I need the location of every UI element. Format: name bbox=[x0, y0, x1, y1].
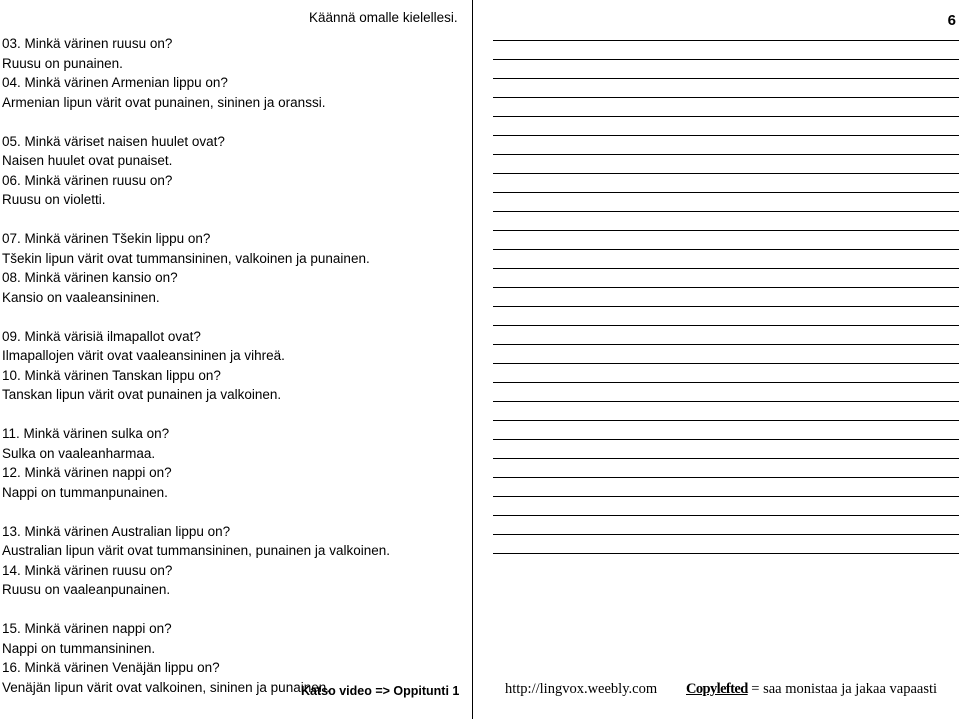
writing-line[interactable] bbox=[493, 553, 959, 554]
answer-line-text: Venäjän lipun värit ovat valkoinen, sininen ja punainen. bbox=[2, 679, 330, 695]
instruction-text: Käännä omalle kielellesi. bbox=[309, 10, 458, 25]
writing-line[interactable] bbox=[493, 211, 959, 212]
writing-line[interactable] bbox=[493, 458, 959, 459]
column-divider bbox=[472, 0, 473, 719]
writing-line-group bbox=[493, 268, 959, 326]
writing-line-group bbox=[493, 496, 959, 554]
question-line: 10. Minkä värinen Tanskan lippu on? bbox=[2, 367, 221, 383]
writing-line-group bbox=[493, 344, 959, 402]
writing-line[interactable] bbox=[493, 420, 959, 421]
writing-line[interactable] bbox=[493, 230, 959, 231]
answer-line-text: Nappi on tummanpunainen. bbox=[2, 484, 168, 500]
answer-line-text: Armenian lipun värit ovat punainen, sininen ja oranssi. bbox=[2, 94, 326, 110]
exercise-text-column bbox=[2, 34, 467, 717]
writing-line[interactable] bbox=[493, 268, 959, 269]
writing-line-group bbox=[493, 420, 959, 478]
question-line: 05. Minkä väriset naisen huulet ovat? bbox=[2, 133, 225, 149]
question-line: 14. Minkä värinen ruusu on? bbox=[2, 562, 173, 578]
copyleft-brand: Copylefted bbox=[686, 681, 748, 697]
license-note bbox=[686, 681, 937, 698]
license-text: = saa monistaa ja jakaa vapaasti bbox=[747, 681, 938, 697]
writing-line[interactable] bbox=[493, 116, 959, 117]
question-line: 13. Minkä värinen Australian lippu on? bbox=[2, 523, 231, 539]
exercise-group bbox=[2, 229, 467, 307]
writing-line[interactable] bbox=[493, 382, 959, 383]
writing-line[interactable] bbox=[493, 363, 959, 364]
answer-line-text: Tšekin lipun värit ovat tummansininen, valkoinen ja punainen. bbox=[2, 250, 370, 266]
writing-line[interactable] bbox=[493, 439, 959, 440]
question-line: 12. Minkä värinen nappi on? bbox=[2, 465, 172, 480]
question-line: 16. Minkä värinen Venäjän lippu on? bbox=[2, 660, 220, 675]
writing-line[interactable] bbox=[493, 135, 959, 136]
answer-line-text: Tanskan lipun värit ovat punainen ja valkoinen. bbox=[2, 387, 282, 402]
answer-line-text: Ruusu on vaaleanpunainen. bbox=[2, 582, 171, 597]
question-line: 04. Minkä värinen Armenian lippu on? bbox=[2, 75, 228, 90]
answer-line-text: Ilmapallojen värit ovat vaaleansininen ja vihreä. bbox=[2, 348, 285, 363]
answer-line-text: Naisen huulet ovat punaiset. bbox=[2, 153, 173, 168]
writing-line[interactable] bbox=[493, 325, 959, 326]
question-line: 08. Minkä värinen kansio on? bbox=[2, 270, 178, 285]
video-link[interactable]: Katso video => Oppitunti 1 bbox=[301, 684, 460, 698]
exercise-group bbox=[2, 132, 467, 210]
writing-line[interactable] bbox=[493, 97, 959, 98]
writing-line[interactable] bbox=[493, 192, 959, 193]
question-line: 11. Minkä värinen sulka on? bbox=[2, 426, 170, 441]
writing-line[interactable] bbox=[493, 78, 959, 79]
answer-line-text: Ruusu on punainen. bbox=[2, 55, 123, 71]
website-url[interactable]: http://lingvox.weebly.com bbox=[505, 681, 658, 697]
writing-line-group bbox=[493, 116, 959, 174]
writing-line[interactable] bbox=[493, 249, 959, 250]
writing-line[interactable] bbox=[493, 534, 959, 535]
writing-line[interactable] bbox=[493, 344, 959, 345]
writing-line[interactable] bbox=[493, 154, 959, 155]
exercise-group bbox=[2, 34, 467, 112]
question-line: 06. Minkä värinen ruusu on? bbox=[2, 172, 173, 188]
writing-line[interactable] bbox=[493, 496, 959, 497]
answer-line-text: Kansio on vaaleansininen. bbox=[2, 289, 160, 305]
writing-line[interactable] bbox=[493, 173, 959, 174]
page-number: 6 bbox=[947, 12, 956, 29]
answer-line-text: Nappi on tummansininen. bbox=[2, 640, 156, 656]
answer-line-text: Sulka on vaaleanharmaa. bbox=[2, 445, 156, 461]
answer-line-text: Ruusu on violetti. bbox=[2, 192, 106, 207]
writing-line[interactable] bbox=[493, 401, 959, 402]
writing-line[interactable] bbox=[493, 515, 959, 516]
writing-line[interactable] bbox=[493, 306, 959, 307]
question-line: 03. Minkä värinen ruusu on? bbox=[2, 36, 173, 51]
writing-line[interactable] bbox=[493, 287, 959, 288]
answer-line-text: Australian lipun värit ovat tummansininen, punainen ja valkoinen. bbox=[2, 543, 390, 558]
writing-lines-area bbox=[493, 40, 959, 572]
writing-line[interactable] bbox=[493, 59, 959, 60]
writing-line[interactable] bbox=[493, 40, 959, 41]
question-line: 07. Minkä värinen Tšekin lippu on? bbox=[2, 231, 211, 246]
writing-line-group bbox=[493, 192, 959, 250]
exercise-group bbox=[2, 522, 467, 600]
writing-line[interactable] bbox=[493, 477, 959, 478]
question-line: 15. Minkä värinen nappi on? bbox=[2, 621, 172, 636]
question-line: 09. Minkä värisiä ilmapallot ovat? bbox=[2, 328, 201, 344]
exercise-group bbox=[2, 327, 467, 405]
exercise-group bbox=[2, 424, 467, 502]
writing-line-group bbox=[493, 40, 959, 98]
